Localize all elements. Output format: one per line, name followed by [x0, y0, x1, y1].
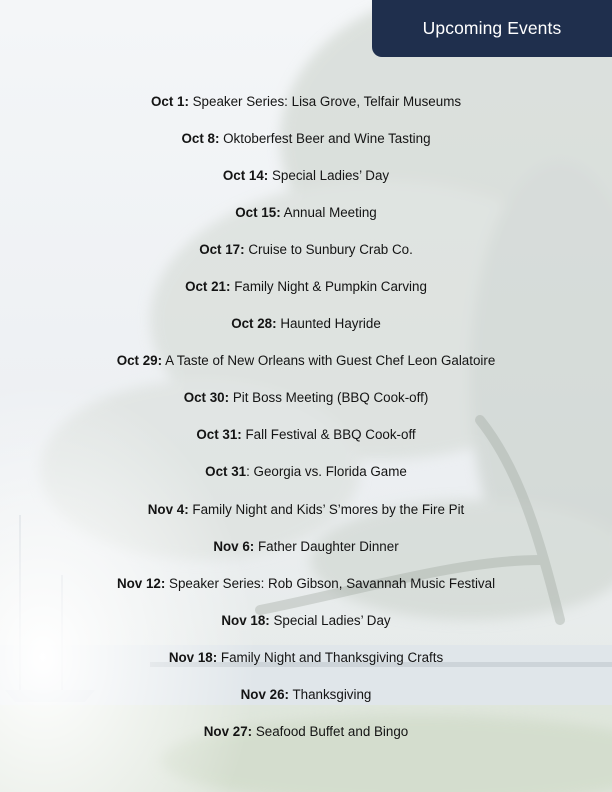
event-title: Annual Meeting: [280, 205, 377, 221]
event-date: Oct 31:: [196, 427, 242, 443]
event-title: Family Night & Pumpkin Carving: [230, 279, 427, 295]
event-item: [0, 491, 612, 528]
event-item: [0, 83, 612, 120]
event-item: [0, 231, 612, 268]
event-title: Special Ladies’ Day: [269, 612, 391, 628]
event-title: Haunted Hayride: [276, 316, 381, 332]
event-title: A Taste of New Orleans with Guest Chef Leon Galatoire: [162, 353, 496, 369]
event-item: [0, 416, 612, 453]
event-date: Nov 18:: [168, 649, 218, 665]
event-title: Cruise to Sunbury Crab Co.: [244, 242, 413, 258]
event-date: Oct 17:: [199, 242, 245, 258]
event-title: Pit Boss Meeting (BBQ Cook-off): [229, 390, 429, 406]
event-title: Oktoberfest Beer and Wine Tasting: [219, 131, 431, 147]
event-title: Family Night and Kids’ S’mores by the Fire Pit: [188, 501, 465, 517]
event-title: Speaker Series: Rob Gibson, Savannah Music Festival: [165, 575, 496, 591]
event-date: Oct 21:: [185, 279, 231, 295]
event-title: Fall Festival & BBQ Cook-off: [241, 427, 416, 443]
event-item: [0, 639, 612, 676]
event-date: Nov 18:: [221, 612, 270, 628]
event-item: [0, 342, 612, 379]
event-item: [0, 528, 612, 565]
event-item: [0, 602, 612, 639]
event-date: Nov 27:: [203, 723, 253, 739]
header-tab: [372, 0, 612, 57]
event-date: Oct 1:: [150, 94, 189, 110]
event-title: Thanksgiving: [288, 686, 372, 702]
event-title: Speaker Series: Lisa Grove, Telfair Museums: [188, 94, 462, 110]
event-title: Seafood Buffet and Bingo: [252, 723, 409, 739]
event-date: Oct 28:: [231, 316, 277, 332]
event-date: Nov 6:: [213, 538, 255, 554]
event-date: Nov 12:: [116, 575, 166, 591]
event-item: [0, 194, 612, 231]
event-date: Oct 30:: [183, 390, 230, 406]
event-item: [0, 713, 612, 750]
event-date: Nov 26:: [240, 686, 289, 702]
events-list: [0, 83, 612, 750]
event-title: Father Daughter Dinner: [254, 538, 399, 554]
page-title: Upcoming Events: [422, 18, 562, 38]
event-date: Nov 4:: [147, 501, 189, 517]
event-item: [0, 157, 612, 194]
event-item: [0, 379, 612, 416]
event-date: Oct 31: [205, 464, 247, 480]
event-title: Family Night and Thanksgiving Crafts: [217, 649, 444, 665]
event-title: Special Ladies’ Day: [268, 168, 390, 184]
event-item: [0, 268, 612, 305]
event-item: [0, 453, 612, 490]
event-date: Oct 29:: [116, 353, 163, 369]
event-date: Oct 8:: [181, 131, 220, 147]
event-item: [0, 676, 612, 713]
event-date: Oct 14:: [222, 168, 269, 184]
event-item: [0, 305, 612, 342]
event-item: [0, 565, 612, 602]
event-item: [0, 120, 612, 157]
event-title: : Georgia vs. Florida Game: [246, 464, 407, 480]
event-date: Oct 15:: [235, 205, 281, 221]
